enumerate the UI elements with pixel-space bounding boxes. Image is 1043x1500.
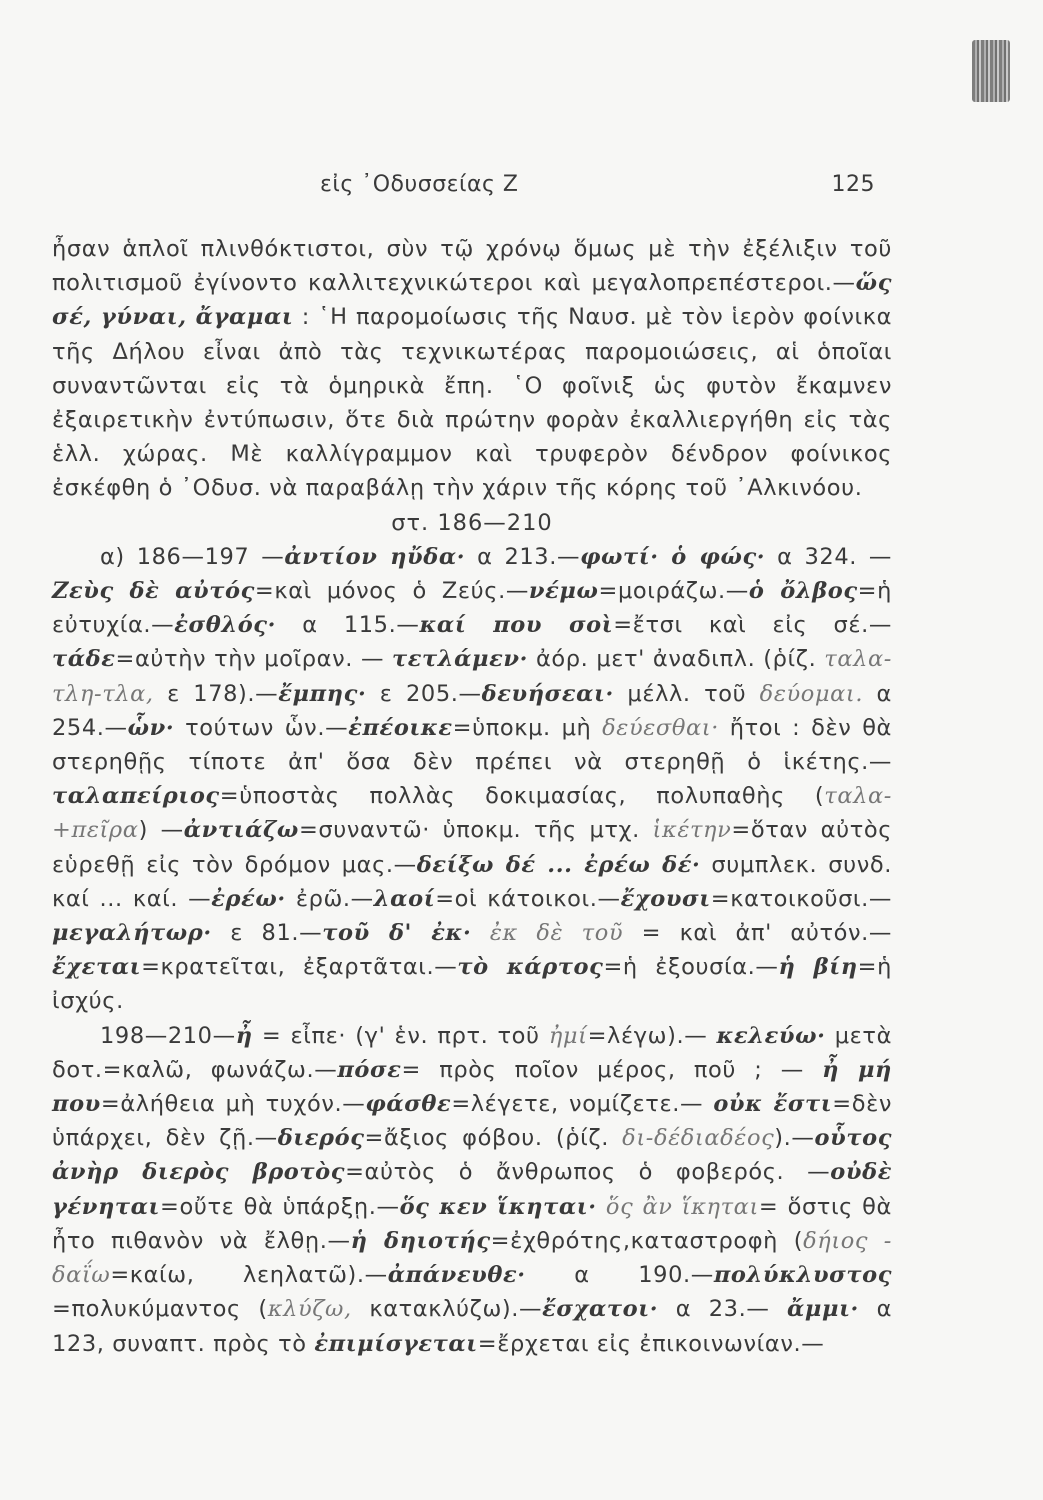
lemma-term: καί που σοὶ (419, 612, 614, 639)
lemma-term: ἀντιάζω (183, 817, 299, 844)
text-run: =ὑποστὰς πολλὰς δοκιμασίας, πολυπαθὴς ( (219, 783, 825, 810)
page-body (52, 232, 892, 1361)
text-run: = πρὸς ποῖον μέρος, ποῦ ; — (401, 1056, 823, 1083)
lemma-term: ἔμπης· (278, 680, 367, 707)
lemma-term: ἐρέω· (211, 885, 286, 912)
text-run: =ἐχθρότης,καταστροφὴ ( (490, 1227, 804, 1254)
lemma-term: ἐπιμίσγεται (314, 1330, 478, 1357)
lemma-term: ἦ (235, 1022, 253, 1049)
italic-gloss: κλύζω, (267, 1296, 352, 1323)
lemma-term: ἐσθλός· (174, 612, 277, 639)
italic-gloss: ταλα-τλη-τλα, (52, 646, 892, 707)
text-run: =αὐτὴν τὴν μοῖραν. — (115, 646, 392, 673)
lemma-term: οὐδὲ γένηται (52, 1159, 892, 1220)
lemma-term: οὐκ ἔστι (713, 1091, 833, 1118)
text-run: α 190.— (525, 1262, 714, 1289)
lemma-term: μεγαλήτωρ· (52, 920, 212, 947)
lemma-term: τετλάμεν· (392, 646, 529, 673)
text-run: =δὲν ὑπάρχει, δὲν ζῇ.— (52, 1091, 892, 1152)
lemma-term: ἡ βίη (778, 954, 858, 981)
lemma-term: ὁ ὄλβος (748, 578, 858, 605)
text-run: =ἄξιος φόβου. (ῥίζ. (364, 1125, 623, 1152)
text-run: =ἔρχεται εἰς ἐπικοινωνίαν.— (477, 1330, 825, 1357)
text-run: =ἡ ἰσχύς. (52, 954, 892, 1015)
text-run: =αὐτὸς ὁ ἄνθρωπος ὁ φοβερός. — (345, 1159, 831, 1186)
italic-gloss: δεύομαι. (759, 680, 864, 707)
text-run: μέλλ. τοῦ (613, 680, 760, 707)
lemma-term: πόσε (337, 1056, 402, 1083)
text-run (597, 1194, 606, 1220)
text-run: α 213.— (465, 543, 581, 570)
lemma-term: λαοί (373, 885, 436, 912)
text-run: ἦσαν ἁπλοῖ πλινθόκτιστοι, σὺν τῷ χρόνῳ ὅμως μὲ τὴν ἐξέλιξιν τοῦ πολιτισμοῦ ἐγίνοντο καλλιτεχνικώτεροι καὶ μεγαλοπρεπέστεροι.— (52, 236, 892, 297)
lemma-term: Ζεὺς δὲ αὐτός (52, 578, 255, 605)
text-run: =ἀλήθεια μὴ τυχόν.— (100, 1091, 366, 1118)
lemma-term: ἦ μή που (52, 1056, 892, 1118)
commentary-paragraph-a (52, 540, 892, 1019)
lemma-term: ὧν· (127, 714, 175, 741)
lemma-term: δευήσεαι· (481, 680, 614, 707)
lemma-term: τάδε (52, 646, 116, 673)
italic-gloss: ἐκ δὲ τοῦ (489, 920, 624, 947)
text-run: ) — (138, 817, 184, 844)
text-run: =πολυκύμαντος ( (52, 1296, 268, 1323)
text-run: =οἱ κάτοικοι.— (435, 885, 621, 912)
intro-paragraph (52, 232, 892, 506)
text-run: ἐρῶ.— (285, 885, 374, 912)
text-run: συμπλεκ. συνδ. καί ... καί. — (52, 851, 892, 912)
italic-gloss: ταλα-+πεῖρα (52, 783, 892, 844)
text-run: ἤτοι : δὲν θὰ στερηθῇς τίποτε ἀπ' ὅσα δὲν πρέπει νὰ στερηθῇ ὁ ἱκέτης.— (52, 714, 892, 776)
lemma-term: ἔχουσι (620, 885, 711, 912)
italic-gloss: δεύεσθαι· (602, 714, 719, 741)
text-run: κατακλύζω).— (351, 1296, 543, 1323)
lemma-term: ἔσχατοι· (542, 1296, 659, 1323)
text-run: α 23.— (658, 1296, 788, 1323)
text-run: =ἡ εὐτυχία.— (52, 578, 892, 639)
text-run: =ἔτσι καὶ εἰς σέ.— (613, 612, 892, 639)
italic-gloss: δήιος - δαΐω (52, 1227, 892, 1289)
lemma-term: ἀντίον ηὔδα· (284, 543, 466, 570)
lemma-term: ἐπέοικε (348, 714, 453, 741)
text-run: α) 186—197 — (100, 543, 285, 570)
text-run: =κατοικοῦσι.— (710, 885, 892, 912)
text-run: = ὅστις θὰ ἦτο πιθανὸν νὰ ἔλθῃ.— (52, 1193, 892, 1254)
section-heading: στ. 186—210 (391, 509, 553, 536)
text-run: =συναντῶ· ὑποκμ. τῆς μτχ. (298, 817, 653, 844)
lemma-term: τὸ κάρτος (457, 954, 604, 981)
lemma-term: ἀπάνευθε· (387, 1262, 526, 1289)
lemma-term: ἡ δηιοτής (350, 1227, 491, 1254)
text-run: : ῾Η παρομοίωσις τῆς Ναυσ. μὲ τὸν ἱερὸν φοίνικα τῆς Δήλου εἶναι ἀπὸ τὰς τεχνικωτέρας παρομοιώσεις, αἱ ὁποῖαι συναντῶνται εἰς τὰ ὁμηρικὰ ἔπη. ῾Ο φοῖνιξ ὡς φυτὸν ἔκαμνεν ἐξαιρετικὴν ἐντύπωσιν, ὅτε διὰ πρώτην φορὰν ἐκαλλιεργήθη εἰς τὰς ἑλλ. χώρας. Μὲ καλλίγραμμον καὶ τρυφερὸν δένδρον φοίνικος ἐσκέφθη ὁ ᾿Οδυσ. νὰ παραβάλῃ τὴν χάριν τῆς κόρης τοῦ ᾿Αλκινόου. (52, 304, 892, 502)
text-run: =λέγετε, νομίζετε.— (451, 1091, 714, 1118)
page-number: 125 (831, 172, 875, 197)
text-run: = καὶ ἀπ' αὐτόν.— (623, 920, 892, 947)
text-run: ἀόρ. μετ' ἀναδιπλ. (ῥίζ. (528, 646, 825, 673)
lemma-term: τοῦ δ' ἐκ· (322, 920, 472, 947)
text-run: α 324. — (765, 543, 892, 570)
lemma-term: νέμω (528, 578, 599, 605)
lemma-term: διερός (277, 1125, 365, 1152)
text-run: = εἶπε· (γ' ἑν. πρτ. τοῦ (252, 1022, 549, 1049)
text-run: ε 205.— (366, 680, 482, 707)
text-run: =ἡ ἐξουσία.— (603, 954, 779, 981)
lemma-term: ἄμμι· (787, 1296, 859, 1323)
text-run: =καίω, λεηλατῶ).— (110, 1262, 388, 1289)
text-run: ε 81.— (211, 920, 323, 947)
text-run: =ὅταν αὐτὸς εὑρεθῇ εἰς τὸν δρόμον μας.— (52, 817, 893, 878)
commentary-paragraph-b (52, 1019, 892, 1361)
text-run: μετὰ δοτ.=καλῶ, φωνάζω.— (52, 1022, 892, 1083)
italic-gloss: ἠμί (548, 1022, 588, 1049)
text-run: ε 178).— (153, 680, 279, 707)
lemma-term: ὥς σέ, γύναι, ἄγαμαι (52, 270, 892, 331)
text-run: =μοιράζω.— (598, 578, 749, 605)
text-run: 198—210— (100, 1022, 236, 1049)
text-run: α 123, συναπτ. πρὸς τὸ (52, 1296, 893, 1357)
text-run: =λέγω).— (587, 1022, 717, 1049)
italic-gloss: ὅς ἂν ἵκηται (605, 1193, 759, 1220)
lemma-term: κελεύω· (716, 1022, 826, 1049)
lemma-term: ταλαπείριος (52, 783, 220, 810)
text-run: α 115.— (276, 612, 420, 639)
lemma-term: ἔχεται (52, 954, 142, 981)
text-run: α 254.— (52, 680, 892, 741)
text-run: =κρατεῖται, ἐξαρτᾶται.— (141, 954, 458, 981)
text-run (471, 920, 489, 946)
lemma-term: πολύκλυστος (713, 1262, 892, 1289)
text-run: =καὶ μόνος ὁ Ζεύς.— (254, 578, 529, 605)
text-run: =ὑποκμ. μὴ (452, 714, 603, 741)
lemma-term: οὗτος ἀνὴρ διερὸς βροτὸς (52, 1125, 892, 1186)
text-run: ).— (774, 1125, 815, 1152)
lemma-term: ὅς κεν ἵκηται· (399, 1193, 597, 1220)
lemma-term: φάσθε (365, 1091, 452, 1118)
library-stamp (972, 40, 1010, 102)
text-run: τούτων ὧν.— (174, 714, 349, 741)
italic-gloss: δι-δέδιαδέος (622, 1125, 775, 1152)
text-run: =οὔτε θὰ ὑπάρξῃ.— (160, 1193, 400, 1220)
lemma-term: φωτί· ὁ φώς· (580, 543, 766, 570)
running-title: εἰς ᾿Οδυσσείας Ζ (320, 172, 519, 197)
italic-gloss: ἱκέτην (652, 817, 732, 844)
lemma-term: δείξω δέ ... ἐρέω δέ· (416, 851, 701, 878)
